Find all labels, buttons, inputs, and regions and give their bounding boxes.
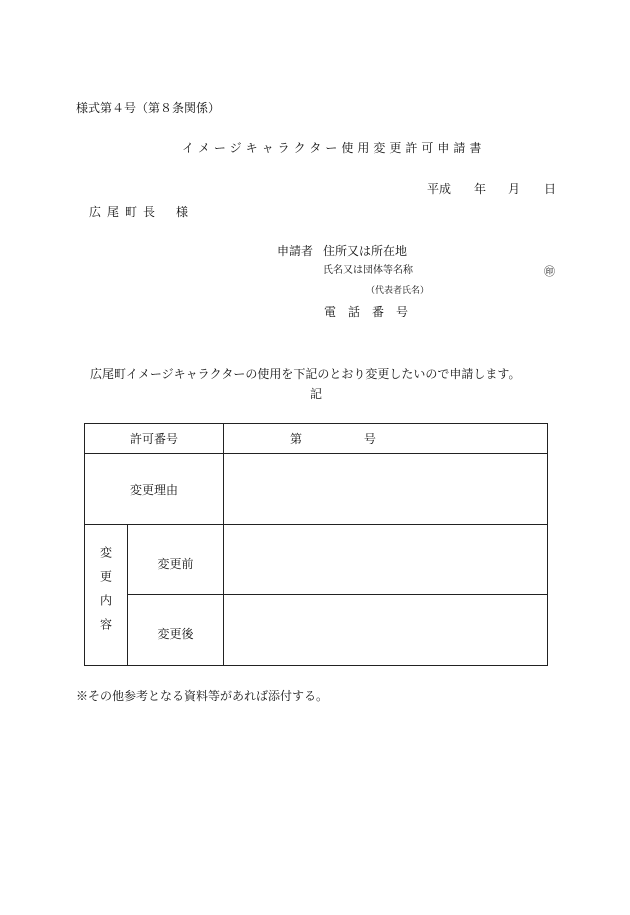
date-day: 日 — [544, 182, 557, 196]
application-table — [84, 423, 548, 666]
before-row — [85, 525, 548, 595]
date-year: 年 — [474, 182, 487, 196]
seal-mark: ㊞ — [544, 265, 555, 278]
reason-field[interactable] — [224, 454, 548, 525]
name-label: 氏名又は団体等名称 — [323, 265, 413, 276]
after-field[interactable] — [224, 595, 548, 666]
permit-number-label: 許可番号 — [85, 424, 224, 454]
permit-number-prefix: 第 — [290, 432, 303, 446]
form-number: 様式第４号（第８条関係） — [76, 101, 221, 115]
permit-number-row — [85, 424, 548, 454]
footnote: ※その他参考となる資料等があれば添付する。 — [76, 689, 329, 703]
after-label: 変更後 — [128, 595, 224, 666]
representative-label: （代表者氏名） — [366, 286, 430, 296]
permit-number-suffix: 号 — [363, 432, 376, 446]
date-month: 月 — [508, 182, 521, 196]
before-field[interactable] — [224, 525, 548, 595]
reason-row — [85, 454, 548, 525]
body-text: 広尾町イメージキャラクターの使用を下記のとおり変更したいので申請します。 — [90, 367, 521, 381]
address-label: 住所又は所在地 — [323, 244, 408, 258]
applicant-label: 申請者 — [277, 244, 314, 258]
before-label: 変更前 — [128, 525, 224, 595]
ki-label: 記 — [310, 387, 323, 401]
addressee-name: 広尾町長 — [89, 205, 162, 219]
phone-label: 電話番号 — [324, 305, 421, 319]
addressee-honorific: 様 — [176, 205, 189, 219]
date-era: 平成 — [427, 182, 452, 196]
document-title: イメージキャラクター使用変更許可申請書 — [182, 141, 486, 155]
reason-label: 変更理由 — [85, 454, 224, 525]
permit-number-field[interactable] — [224, 424, 548, 454]
change-content-label — [85, 525, 128, 666]
after-row — [85, 595, 548, 666]
change-content-text: 変更内容 — [98, 545, 113, 642]
